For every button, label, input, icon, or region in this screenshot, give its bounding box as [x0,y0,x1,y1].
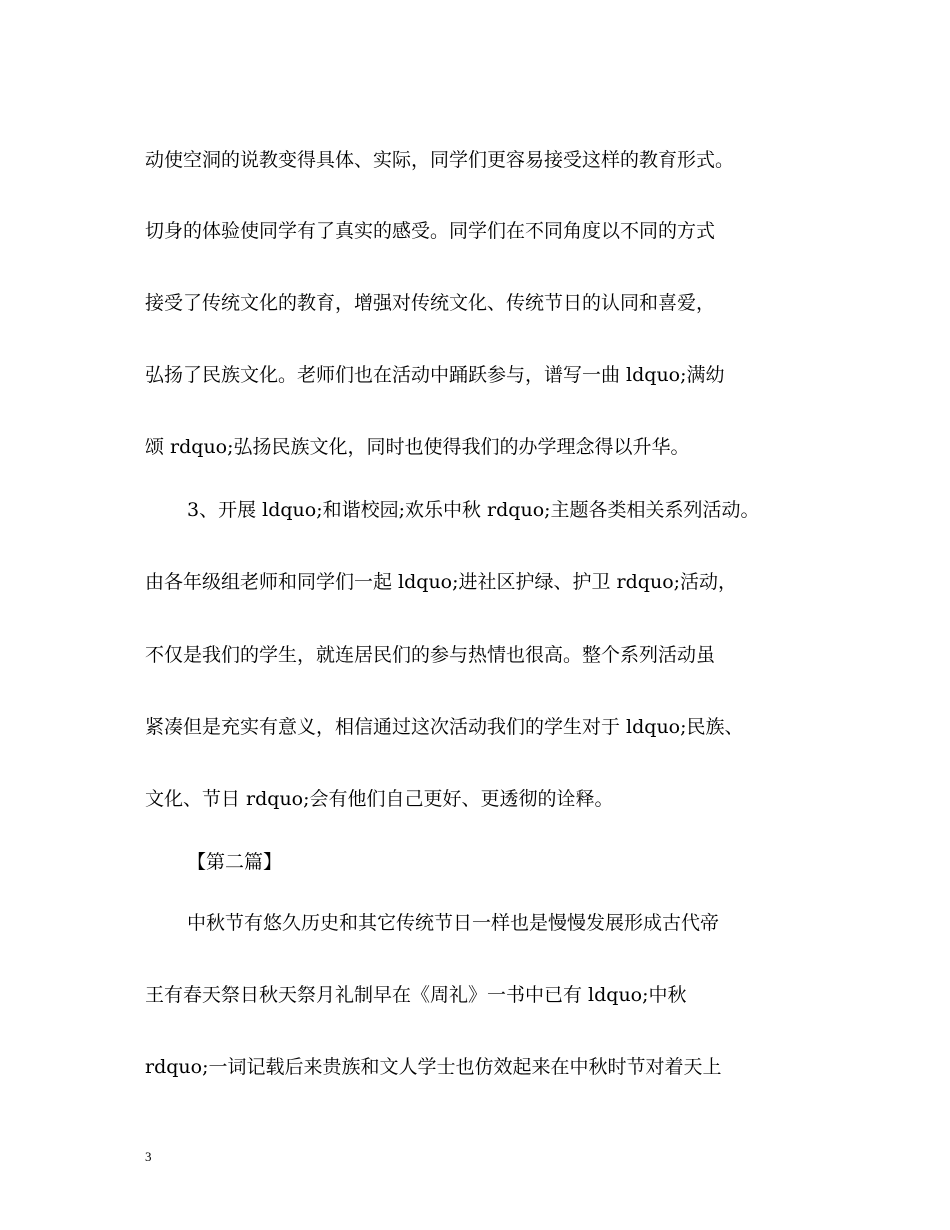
page-number: 3 [145,1149,152,1164]
text-line-13: 王有春天祭日秋天祭月礼制早在《周礼》一书中已有 ldquo;中秋 [145,984,687,1006]
text-line-14: rdquo;一词记载后来贵族和文人学士也仿效起来在中秋时节对着天上 [145,1056,722,1078]
text-line-7: 由各年级组老师和同学们一起 ldquo;进社区护绿、护卫 rdquo;活动， [145,571,738,593]
section-heading: 【第二篇】 [187,851,283,873]
text-line-10: 文化、节日 rdquo;会有他们自己更好、更透彻的诠释。 [145,788,614,810]
text-line-4: 弘扬了民族文化。老师们也在活动中踊跃参与，谱写一曲 ldquo;满幼 [145,364,725,386]
text-line-2: 切身的体验使同学有了真实的感受。同学们在不同角度以不同的方式 [145,220,716,242]
text-line-3: 接受了传统文化的教育，增强对传统文化、传统节日的认同和喜爱， [145,292,716,314]
text-line-6: 3、开展 ldquo;和谐校园;欢乐中秋 rdquo;主题各类相关系列活动。 [187,499,760,521]
text-line-8: 不仅是我们的学生，就连居民们的参与热情也很高。整个系列活动虽 [145,644,716,666]
text-line-9: 紧凑但是充实有意义，相信通过这次活动我们的学生对于 ldquo;民族、 [145,716,744,738]
text-line-1: 动使空洞的说教变得具体、实际，同学们更容易接受这样的教育形式。 [145,149,735,171]
text-line-5: 颂 rdquo;弘扬民族文化，同时也使得我们的办学理念得以升华。 [145,436,690,458]
text-line-12: 中秋节有悠久历史和其它传统节日一样也是慢慢发展形成古代帝 [187,912,720,934]
